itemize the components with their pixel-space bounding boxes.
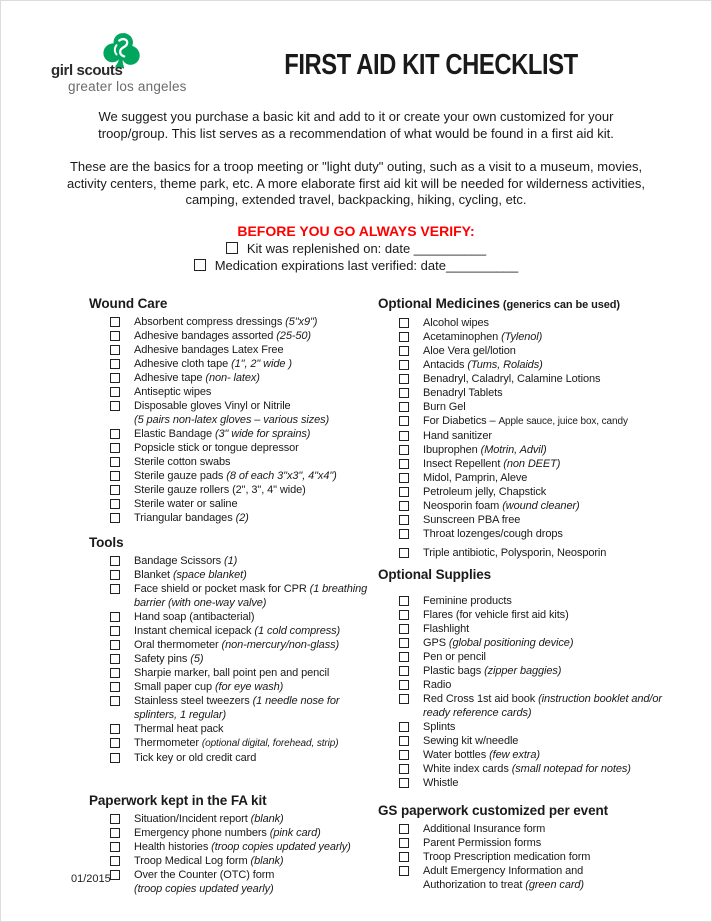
checkbox[interactable] <box>110 387 120 397</box>
checkbox[interactable] <box>110 584 120 594</box>
checklist-item <box>378 443 667 457</box>
checklist-item-label: Antiseptic wipes <box>134 385 212 398</box>
checklist-item <box>378 734 667 748</box>
checkbox[interactable] <box>399 778 409 788</box>
checklist-item-label: Popsicle stick or tongue depressor <box>134 441 299 454</box>
logo-text-greater-los-angeles: greater los angeles <box>68 79 187 94</box>
checkbox[interactable] <box>399 515 409 525</box>
checklist-item-label: Safety pins (5) <box>134 652 204 665</box>
intro-paragraph-1: We suggest you purchase a basic kit and add to it or create your own customized for your troop/group. This list serves as a recommendation of what would be found in a first aid kit. <box>98 109 614 141</box>
checklist-item <box>89 427 378 441</box>
header <box>51 35 661 97</box>
checkbox[interactable] <box>110 359 120 369</box>
checklist-item-label: Acetaminophen (Tylenol) <box>423 330 543 343</box>
checkbox[interactable] <box>110 556 120 566</box>
checkbox[interactable] <box>110 640 120 650</box>
checklist-item <box>378 330 667 344</box>
checklist-item <box>378 664 667 678</box>
checkbox[interactable] <box>399 431 409 441</box>
section-tools <box>89 535 378 765</box>
checklist-item <box>378 692 667 720</box>
checklist-item <box>378 850 667 864</box>
checkbox[interactable] <box>399 666 409 676</box>
checklist-item-label: Whistle <box>423 776 459 789</box>
checklist-item-label: Alcohol wipes <box>423 316 489 329</box>
checklist-item <box>89 441 378 455</box>
checklist-item <box>378 400 667 414</box>
checkbox[interactable] <box>399 610 409 620</box>
checklist-item-label: Adhesive cloth tape (1", 2" wide ) <box>134 357 292 370</box>
checklist-item-label: Feminine products <box>423 594 512 607</box>
checklist-item <box>378 594 667 608</box>
column-right <box>378 296 667 896</box>
checklist-item-label: Sunscreen PBA free <box>423 513 521 526</box>
section-heading: Paperwork kept in the FA kit <box>89 792 267 808</box>
checklist-item <box>378 546 667 560</box>
checkbox[interactable] <box>110 654 120 664</box>
footer-date: 01/2015 <box>71 873 111 885</box>
checkbox[interactable] <box>110 682 120 692</box>
checklist-item <box>378 748 667 762</box>
section-optional-medicines <box>378 296 667 560</box>
checkbox[interactable] <box>399 624 409 634</box>
checkbox[interactable] <box>110 570 120 580</box>
checklist-item <box>378 316 667 330</box>
checklist-item-label: Adult Emergency Information and Authorization to treat (green card) <box>423 864 584 891</box>
checklist-item-label: Ibuprophen (Motrin, Advil) <box>423 443 547 456</box>
checklist-item-label: Troop Prescription medication form <box>423 850 591 863</box>
checklist-item-label: Bandage Scissors (1) <box>134 554 238 567</box>
checkbox[interactable] <box>399 764 409 774</box>
checklist-item <box>89 840 378 854</box>
checklist-item-label: For Diabetics – Apple sauce, juice box, candy <box>423 414 628 427</box>
checklist-item <box>89 329 378 343</box>
checklist-item <box>89 582 378 610</box>
checkbox[interactable] <box>110 612 120 622</box>
checklist-item <box>378 499 667 513</box>
verify-block <box>51 222 661 274</box>
page-title: FIRST AID KIT CHECKLIST <box>284 49 578 81</box>
verify-heading: BEFORE YOU GO ALWAYS VERIFY: <box>237 222 475 239</box>
checkbox[interactable] <box>399 374 409 384</box>
checkbox[interactable] <box>399 866 409 876</box>
checklist-item-label: Health histories (troop copies updated yearly) <box>134 840 351 853</box>
checklist-item <box>378 372 667 386</box>
checklist-item <box>89 497 378 511</box>
verify-item-medication <box>51 257 661 274</box>
checklist-item-label: Adhesive bandages assorted (25-50) <box>134 329 311 342</box>
checklist-item-label: Troop Medical Log form (blank) <box>134 854 284 867</box>
checkbox[interactable] <box>399 346 409 356</box>
checklist-item <box>378 836 667 850</box>
checkbox[interactable] <box>399 736 409 746</box>
verify-item-label: Medication expirations last verified: date__________ <box>214 257 519 273</box>
checklist-item <box>378 762 667 776</box>
section-paperwork-fa-kit <box>89 793 378 896</box>
checkbox[interactable] <box>110 373 120 383</box>
checkbox[interactable] <box>399 388 409 398</box>
checklist <box>378 822 667 892</box>
checklist-item-label: Insect Repellent (non DEET) <box>423 457 561 470</box>
checklist-item-label: Over the Counter (OTC) form (troop copies updated yearly) <box>134 868 275 895</box>
checklist-item-label: Face shield or pocket mask for CPR (1 breathing barrier (with one-way valve) <box>134 582 368 609</box>
checkbox[interactable] <box>399 694 409 704</box>
checklist-item <box>89 554 378 568</box>
checklist-item <box>378 864 667 892</box>
checklist-item <box>89 624 378 638</box>
checkbox[interactable] <box>399 318 409 328</box>
checklist-item <box>89 357 378 371</box>
checklist-item-label: Hand soap (antibacterial) <box>134 610 255 623</box>
section-heading: Tools <box>89 534 124 550</box>
checklist-item <box>378 358 667 372</box>
checklist-item <box>89 854 378 868</box>
checkbox[interactable] <box>110 814 120 824</box>
checkbox[interactable] <box>399 596 409 606</box>
checklist <box>378 594 667 790</box>
checkbox[interactable] <box>399 548 409 558</box>
checkbox[interactable] <box>399 360 409 370</box>
checkbox[interactable] <box>226 242 238 254</box>
checklist-item <box>378 513 667 527</box>
checklist-item <box>378 485 667 499</box>
section-heading: GS paperwork customized per event <box>378 802 609 818</box>
checklist-item-label: Emergency phone numbers (pink card) <box>134 826 321 839</box>
checkbox[interactable] <box>399 402 409 412</box>
checklist-item <box>378 636 667 650</box>
checklist-item-label: Throat lozenges/cough drops <box>423 527 563 540</box>
checkbox[interactable] <box>110 485 120 495</box>
checklist-item <box>89 371 378 385</box>
checklist-item-label: Petroleum jelly, Chapstick <box>423 485 547 498</box>
checkbox[interactable] <box>110 696 120 706</box>
checklist-item <box>378 457 667 471</box>
checkbox[interactable] <box>399 852 409 862</box>
checkbox[interactable] <box>110 331 120 341</box>
checklist-item <box>378 650 667 664</box>
checkbox[interactable] <box>194 259 206 271</box>
checklist-item <box>378 344 667 358</box>
checkbox[interactable] <box>110 345 120 355</box>
girl-scouts-logo <box>51 35 201 97</box>
checklist-item-label: Benadryl, Caladryl, Calamine Lotions <box>423 372 601 385</box>
checklist-item-label: Triangular bandages (2) <box>134 511 249 524</box>
logo-text-girl-scouts: girl scouts <box>51 62 123 79</box>
checklist-item <box>89 610 378 624</box>
checklist <box>89 554 378 765</box>
checklist-item-label: Sterile water or saline <box>134 497 238 510</box>
checkbox[interactable] <box>399 416 409 426</box>
checklist-item-label: Adhesive tape (non- latex) <box>134 371 260 384</box>
checkbox[interactable] <box>110 828 120 838</box>
checklist-item <box>89 868 378 896</box>
checklist-item <box>89 680 378 694</box>
checkbox[interactable] <box>110 443 120 453</box>
checkbox[interactable] <box>399 680 409 690</box>
checklist-item-label: Elastic Bandage (3" wide for sprains) <box>134 427 311 440</box>
checkbox[interactable] <box>399 838 409 848</box>
checklist-item <box>89 812 378 826</box>
checklist-item <box>89 826 378 840</box>
checklist-item-label: Additional Insurance form <box>423 822 546 835</box>
checklist-item <box>89 666 378 680</box>
checklist-item-label: Flares (for vehicle first aid kits) <box>423 608 569 621</box>
checkbox[interactable] <box>399 501 409 511</box>
checklist-item-label: Sewing kit w/needle <box>423 734 519 747</box>
checklist-item-label: Burn Gel <box>423 400 466 413</box>
checklist-item <box>89 455 378 469</box>
checkbox[interactable] <box>110 856 120 866</box>
checklist <box>89 812 378 896</box>
checkbox[interactable] <box>110 457 120 467</box>
checklist-item-label: Benadryl Tablets <box>423 386 503 399</box>
verify-item-label: Kit was replenished on: date __________ <box>246 240 487 256</box>
checklist-item-label: Sterile cotton swabs <box>134 455 231 468</box>
checklist-item <box>89 568 378 582</box>
checklist-item-label: Sterile gauze rollers (2", 3", 4" wide) <box>134 483 306 496</box>
checklist-item <box>89 722 378 736</box>
checkbox[interactable] <box>399 529 409 539</box>
checkbox[interactable] <box>399 638 409 648</box>
checkbox[interactable] <box>399 473 409 483</box>
checklist-item-label: Absorbent compress dressings (5"x9") <box>134 315 318 328</box>
checklist-item <box>378 386 667 400</box>
checklist-item <box>378 678 667 692</box>
checklist-item <box>89 751 378 765</box>
checklist-item-label: Tick key or old credit card <box>134 751 257 764</box>
section-heading: Optional Medicines (generics can be used) <box>378 295 620 311</box>
checklist-item-label: Parent Permission forms <box>423 836 542 849</box>
checklist <box>378 316 667 560</box>
checkbox[interactable] <box>399 487 409 497</box>
checklist-item-label: Midol, Pamprin, Aleve <box>423 471 528 484</box>
verify-item-replenished <box>51 240 661 257</box>
checkbox[interactable] <box>110 513 120 523</box>
checkbox[interactable] <box>110 317 120 327</box>
checklist-item <box>89 469 378 483</box>
checkbox[interactable] <box>399 750 409 760</box>
checkbox[interactable] <box>110 626 120 636</box>
checklist-item-label: Splints <box>423 720 456 733</box>
checklist <box>89 315 378 525</box>
checklist-item-label: Red Cross 1st aid book (instruction booklet and/or ready reference cards) <box>423 692 662 719</box>
section-gs-paperwork <box>378 803 667 892</box>
column-left <box>89 296 378 896</box>
checklist-item <box>89 343 378 357</box>
checklist-item-label: GPS (global positioning device) <box>423 636 574 649</box>
checklist-item-label: Pen or pencil <box>423 650 486 663</box>
checklist-item <box>89 736 378 751</box>
checklist-item-label: Radio <box>423 678 452 691</box>
section-optional-supplies <box>378 567 667 790</box>
intro-paragraph-2: These are the basics for a troop meeting or "light duty" outing, such as a visit to a museum, movies, activity centers, theme park, etc. A more elaborate first aid kit will be needed for wilderness activities, camping, extended travel, backpacking, hiking, cycling, etc. <box>66 159 646 207</box>
checklist-item <box>378 776 667 790</box>
checklist-item <box>378 720 667 734</box>
section-heading: Optional Supplies <box>378 566 492 582</box>
checklist-item <box>89 399 378 427</box>
checklist-columns <box>51 296 661 896</box>
section-wound-care <box>89 296 378 525</box>
checklist-item <box>89 511 378 525</box>
checklist-item-label: Blanket (space blanket) <box>134 568 247 581</box>
checklist-item <box>378 527 667 541</box>
checklist-item-label: Disposable gloves Vinyl or Nitrile (5 pairs non-latex gloves – various sizes) <box>134 399 330 426</box>
checklist-item-label: Plastic bags (zipper baggies) <box>423 664 562 677</box>
checkbox[interactable] <box>399 722 409 732</box>
section-heading-suffix: (generics can be used) <box>499 298 620 311</box>
checklist-item <box>378 471 667 485</box>
section-heading: Wound Care <box>89 295 168 311</box>
checklist-item <box>89 638 378 652</box>
checklist-item-label: Thermal heat pack <box>134 722 224 735</box>
checklist-item-label: Oral thermometer (non-mercury/non-glass) <box>134 638 340 651</box>
checkbox[interactable] <box>399 332 409 342</box>
checklist-item <box>89 694 378 722</box>
checklist-item <box>378 622 667 636</box>
checklist-item-label: Situation/Incident report (blank) <box>134 812 284 825</box>
checkbox[interactable] <box>110 401 120 411</box>
checkbox[interactable] <box>110 870 120 880</box>
checklist-item <box>89 315 378 329</box>
checkbox[interactable] <box>399 445 409 455</box>
checkbox[interactable] <box>110 842 120 852</box>
checklist-item-label: Small paper cup (for eye wash) <box>134 680 284 693</box>
checklist-item <box>378 414 667 429</box>
checkbox[interactable] <box>110 753 120 763</box>
checklist-item-label: Sterile gauze pads (8 of each 3"x3", 4"x4") <box>134 469 337 482</box>
checkbox[interactable] <box>110 429 120 439</box>
checklist-item <box>378 429 667 443</box>
checklist-item-label: Stainless steel tweezers (1 needle nose for splinters, 1 regular) <box>134 694 340 721</box>
checklist-item-label: Neosporin foam (wound cleaner) <box>423 499 580 512</box>
checklist-item-label: Adhesive bandages Latex Free <box>134 343 284 356</box>
checklist-item-label: Water bottles (few extra) <box>423 748 540 761</box>
checklist-item-label: White index cards (small notepad for notes) <box>423 762 631 775</box>
checkbox[interactable] <box>399 459 409 469</box>
checklist-item-label: Sharpie marker, ball point pen and pencil <box>134 666 330 679</box>
checklist-item-label: Aloe Vera gel/lotion <box>423 344 516 357</box>
checklist-item-label: Triple antibiotic, Polysporin, Neosporin <box>423 546 607 559</box>
checkbox[interactable] <box>110 738 120 748</box>
checklist-item <box>89 483 378 497</box>
checkbox[interactable] <box>110 724 120 734</box>
checklist-item-label: Hand sanitizer <box>423 429 492 442</box>
checklist-item <box>378 608 667 622</box>
checklist-item-label: Thermometer (optional digital, forehead, strip) <box>134 736 339 749</box>
checklist-item <box>89 652 378 666</box>
checkbox[interactable] <box>110 471 120 481</box>
checklist-item-label: Antacids (Tums, Rolaids) <box>423 358 543 371</box>
checkbox[interactable] <box>110 668 120 678</box>
checkbox[interactable] <box>110 499 120 509</box>
checklist-item <box>378 822 667 836</box>
checklist-item <box>89 385 378 399</box>
checklist-item-label: Instant chemical icepack (1 cold compress) <box>134 624 341 637</box>
checkbox[interactable] <box>399 824 409 834</box>
checklist-item-label: Flashlight <box>423 622 470 635</box>
checkbox[interactable] <box>399 652 409 662</box>
